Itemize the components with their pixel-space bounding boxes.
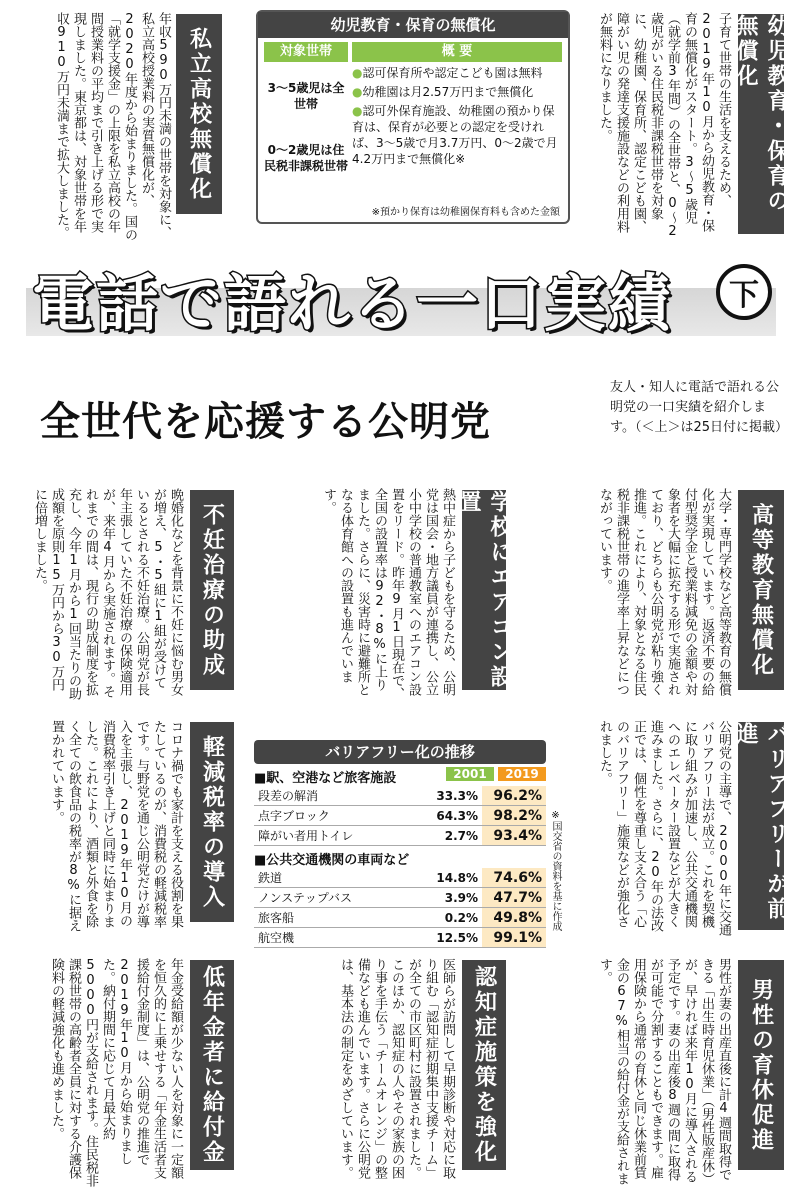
bf-table-1 [254,786,546,846]
info-box-note: ※預かり保育は幼稚園保育料も含めた金額 [371,207,560,218]
banner-title: 電話で語れる一口実績 [32,267,673,340]
table-row: ノンステップバス 3.9% 47.7% [254,888,546,908]
info-box-title: 幼児教育・保育の無償化 [258,12,568,38]
bf-title: バリアフリー化の推移 [254,740,546,764]
article-dementia: 医師らが訪問して早期診断や対応に取り組む「認知症初期集中支援チーム」が全ての市区町村に設置されました。このほか、認知症の人やその家族の困り事を手伝う「チームオレンジ」の整備なども進んでいます。さらに公明党は、基本法の制定をめざしています。 [338,958,455,1179]
subtitle: 全世代を応援する公明党 [40,399,491,445]
heading-dementia: 認知症施策を強化 [462,960,506,1170]
article-higher-ed: 大学・専門学校など高等教育の無償化が実現しています。返済不要の給付型奨学金と授業料減免の金額や対象者を大幅に拡充する形で実施されており、どちらも公明党が粘り強く推進。これにより、対象となる住民税非課税世帯の進学率上昇などにつながっています。 [597,488,731,696]
table-row: 旅客船 0.2% 49.8% [254,908,546,928]
heading-paternity: 男性の育休促進 [738,960,784,1170]
info-point-3: 認可外保育施設、幼稚園の預かり保育は、保育が必要との認定を受ければ、3～5歳で月3.7万円、0～2歳で月4.2万円まで無償化※ [352,104,558,166]
article-preschool: 子育て世帯の生活を支えるため、2019年10月から幼児教育・保育の無償化がスタート。3～5歳児（就学前3年間）の全世帯と、0～2歳児がいる住民税非課税世帯を対象に、幼稚園、保育所、認定こども園、障がい児の発達支援施設などの利用料が無料になりました。 [597,12,731,239]
heading-reduced-tax: 軽減税率の導入 [190,722,234,922]
article-aircon: 熱中症から子どもを守るため、公明党は国会・地方議員が連携し、公立小中学校の普通教室へのエアコン設置をリード。昨年9月1日現在で、全国の設置率は92・8%に上りました。さらに、災害時に避難所となる体育館への設置も進んでいます。 [321,488,455,700]
heading-preschool: 幼児教育・保育の無償化 [738,14,784,234]
heading-pension: 低年金者に給付金 [190,960,234,1170]
article-private-hs: 年収590万円未満の世帯を対象に、私立高校授業料の実質無償化が、2020年度から始まりました。国の「就学支援金」の上限を私立高校の年間授業料の平均まで引き上げる形で実現しました。東京都は、対象世帯を年収910万円未満まで拡大しました。 [54,12,171,241]
intro-text: 友人・知人に電話で語れる公明党の一口実績を紹介します。（＜上＞は25日付に掲載） [610,380,789,435]
table-row: 障がい者用トイレ 2.7% 93.4% [254,826,546,846]
info-col-target: 対象世帯 [264,42,348,62]
bf-section-2: ■公共交通機関の車両など [254,853,410,868]
heading-fertility: 不妊治療の助成 [190,490,234,690]
article-fertility: 晩婚化などを背景に不妊に悩む男女が増え、5・5組に1組が受けているとされる不妊治療。公明党が長年主張していた不妊治療の保険適用が、来年4月から実施されます。それまでの間は、現行の助成制度を拡充し、今年1月から1回当たりの助成額を原則15万円から30万円に倍増しました。 [32,488,183,700]
article-paternity: 男性が妻の出産直後に計4週間取得できる「出生時育児休業」（男性版産休）が、早ければ来年10月に導入される予定です。妻の出産後8週の間に取得が可能で分割することもできます。雇用保険から通常の育休と同じ休業前賃金の67%相当の給付金が支給されます。 [597,958,731,1186]
info-point-2: 幼稚園は月2.57万円まで無償化 [362,85,534,99]
heading-private-hs: 私立高校無償化 [176,14,222,214]
table-row: 航空機 12.5% 99.1% [254,928,546,948]
heading-barrierfree: バリアフリーが前進 [738,722,784,930]
barrierfree-table [254,740,546,946]
headline-banner [26,258,776,340]
heading-higher-ed: 高等教育無償化 [738,490,784,690]
info-box-preschool: 幼児教育・保育の無償化 対象世帯 3～5歳児は全世帯 0～2歳児は住民税非課税世帯 概 要 ●認可保育所や認定こども園は無料 ●幼稚園は月2.57万円まで無償化 ●認可外保育施設、幼稚園の預かり保育は、保育が必要との認定を受ければ、3～5歳で月3.7万円、0～2歳で月4.2万円まで無償化※ ※預かり保育は幼稚園保育料も含めた金額 [256,10,570,224]
heading-aircon: 学校にエアコン設置 [456,490,512,690]
info-target-1: 3～5歳児は全世帯 [267,81,345,111]
article-reduced-tax: コロナ禍でも家計を支える役割を果たしているのが、消費税の軽減税率です。与野党を通じ公明党だけが導入を主張し、2019年10月の消費税率引き上げと同時に始まりました。これにより、酒類と外食を除く全ての飲食品の税率が8%に据え置かれています。 [49,720,183,932]
bf-year-2001: 2001 [446,767,494,781]
bf-table-2 [254,868,546,948]
part-marker: 下 [716,264,772,320]
info-col-summary: 概 要 [352,42,562,62]
table-row: 段差の解消 33.3% 96.2% [254,786,546,806]
bf-section-1: ■駅、空港など旅客施設 [254,771,397,786]
info-point-1: 認可保育所や認定こども園は無料 [362,66,543,80]
info-target-2: 0～2歳児は住民税非課税世帯 [264,143,349,173]
article-barrierfree: 公明党の主導で、2000年に交通バリアフリー法が成立。これを契機に取り組みが加速し、公共交通機関へのエレベーター設置などが大きく進みました。さらに、20年の法改正では、個性を尊重し支え合う「心のバリアフリー」施策などが強化されました。 [597,720,731,936]
bf-year-2019: 2019 [498,767,546,781]
article-pension: 年金受給額が少ない人を対象に一定額を恒久的に上乗せする「年金生活者支援給付金制度」は、公明党の推進で2019年10月から始まりました。納付期間に応じて月最大約5000円が支給されます。住民税非課税世帯の高齢者全員に対する介護保険料の軽減強化も進めました。 [49,958,183,1187]
bf-source-note: ※国交省の資料を基に作成 [550,810,561,931]
table-row: 点字ブロック 64.3% 98.2% [254,806,546,826]
table-row: 鉄道 14.8% 74.6% [254,868,546,888]
